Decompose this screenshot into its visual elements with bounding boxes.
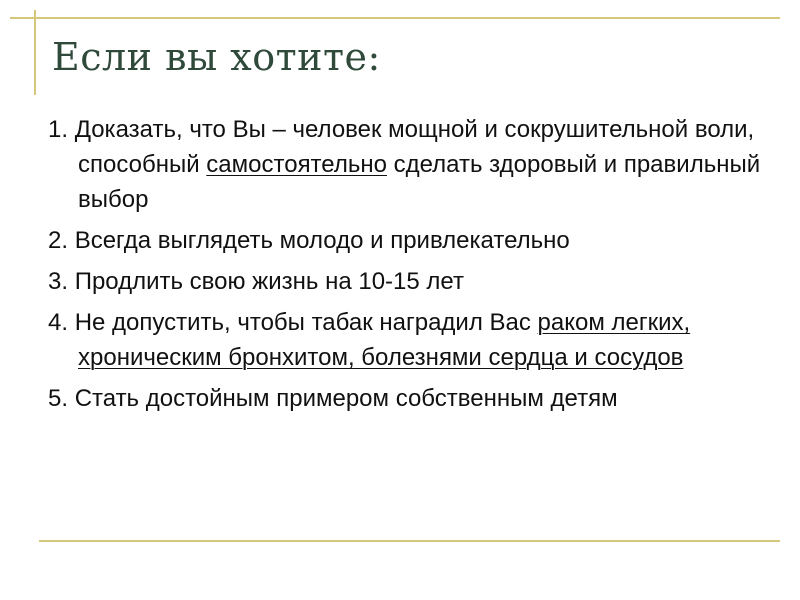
list-item-3: [48, 264, 768, 299]
item-underlined-text: раком легких, хроническим бронхитом, болезнями сердца и сосудов: [78, 309, 691, 371]
left-rule: [34, 10, 36, 95]
item-text: Не допустить, чтобы табак наградил Вас: [74, 309, 531, 336]
list-item-5: [48, 381, 768, 416]
bottom-rule: [39, 540, 780, 542]
item-text: Стать достойным примером собственным детям: [74, 385, 618, 412]
item-number: 5.: [48, 385, 69, 412]
item-text: Всегда выглядеть молодо и привлекательно: [74, 227, 570, 254]
item-number: 2.: [48, 227, 69, 254]
item-number: 4.: [48, 309, 69, 336]
list-item-1: [48, 112, 768, 217]
item-underlined-text: самостоятельно: [206, 151, 387, 178]
item-text: Доказать, что Вы – человек мощной и сокрушительной воли, способный: [74, 116, 755, 178]
list-item-4: [48, 305, 768, 375]
item-number: 3.: [48, 268, 69, 295]
list-item-2: [48, 223, 768, 258]
item-text: Продлить свою жизнь на 10-15 лет: [74, 268, 464, 295]
item-list: [48, 112, 768, 422]
slide-title: Если вы хотите:: [52, 35, 381, 79]
item-text-after: сделать здоровый и правильный выбор: [78, 151, 761, 213]
top-rule: [10, 17, 780, 19]
item-number: 1.: [48, 116, 69, 143]
